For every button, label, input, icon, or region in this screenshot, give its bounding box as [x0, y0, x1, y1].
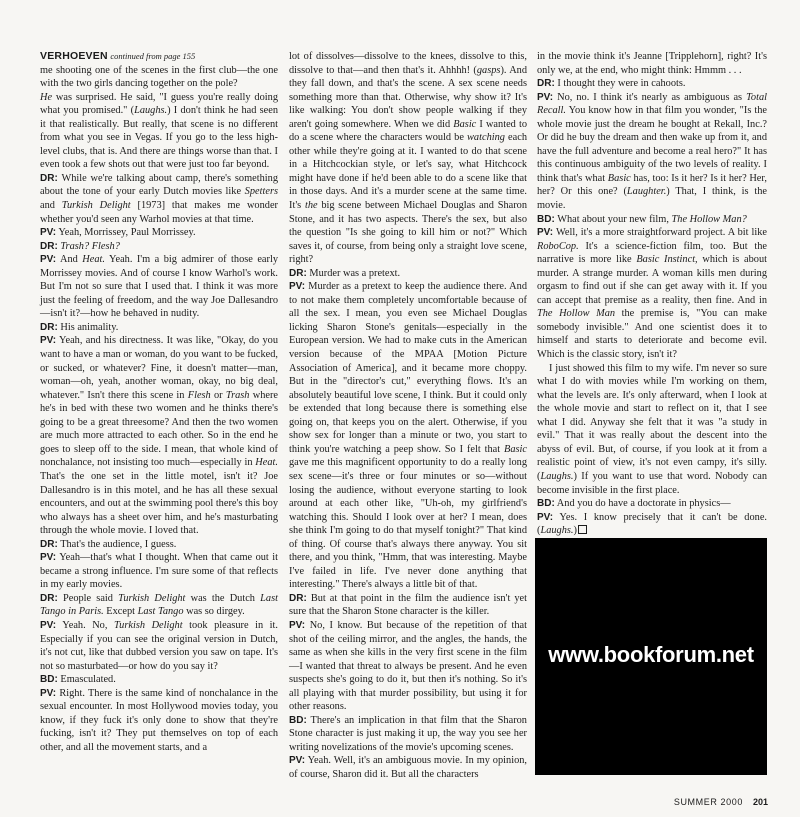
paragraph: DR: I thought they were in cahoots. [537, 78, 686, 90]
speaker-label: PV: [289, 281, 306, 293]
paragraph: PV: Yeah. Well, it's an ambiguous movie. In my opinion, of course, Sharon did it. But all the characters [289, 755, 527, 780]
speaker-label: BD: [40, 674, 58, 686]
speaker-label: DR: [289, 592, 307, 604]
paragraph: BD: And you do have a doctorate in physics— [537, 498, 731, 510]
continued-note: continued from page 155 [110, 51, 196, 61]
speaker-label: BD: [537, 498, 555, 510]
speaker-label: PV: [40, 619, 57, 631]
paragraph: BD: What about your new film, The Hollow Man? [537, 213, 747, 225]
paragraph: PV: Yeah, Morrissey, Paul Morrissey. [40, 227, 196, 239]
paragraph: lot of dissolves—dissolve to the knees, dissolve to this, dissolve to that—and then that's it. Ahhhh! (gasps). And they fall down, and that's the scene. A sex scene needs something more than that. Otherwise, why show it? It's like walking: You don't show people walking if they aren't going somewhere. When we did Basic I wanted to do a scene where the characters would be watching each other while they're going at it. I wanted to do that scene in a Hitchcockian style, or let's say, what Hitchcock might have done if he'd been able to do a scene like that in those days. And it's a murder scene at the same time. It's the big scene between Michael Douglas and Sharon Stone, and it has two aspects. There's the sex, but also the question "Is she going to kill him or not?" Which saves it, of course, from being only a straight love scene, right? [289, 51, 528, 266]
paragraph: PV: Well, it's a more straightforward project. A bit like RoboCop. It's a science-fiction film, too. But the narrative is more like Basic Instinct, which is about murder. A strange murder. A woman kills men during orgasm to find out if she can get away with it. If you can accept that premise as a reality, then fine. And in The Hollow Man the premise is, "You can make somebody invisible." And one scientist does it to himself and starts to deteriorate and become evil. Which is the classic story, isn't it? [537, 227, 767, 361]
bookforum-advertisement[interactable] [535, 538, 767, 775]
paragraph: I just showed this film to my wife. I'm never so sure what I do with movies while I'm working on them, what the levels are. It's only afterward, when I look at the whole movie and start to reflect on it, that I see what I did. Anyway she felt that it was "a study in evil." That it was really about the descent into the abyss of evil. But, of course, if you look at it from a realistic point of view, it's not even campy, it's silly. (Laughs.) If you want to use that word. Nobody can become invisible in the first place. [537, 362, 767, 496]
paragraph: DR: That's the audience, I guess. [40, 538, 177, 550]
paragraph: PV: No, no. I think it's nearly as ambiguous as Total Recall. You know how in that film you wonder, "Is the whole movie just the dream he bought at Rekall, Inc.? Or did he buy the dream and then wake up from it, and have the full adventure and become a real hero?" It has this continuous ambiguity of the two levels of reality. I think that's what Basic has, too: Is it her? Is it her? Her, her? Or this one? (Laughter.) That, I think, is the movie. [537, 91, 768, 212]
page-number: 201 [752, 797, 768, 807]
speaker-label: PV: [289, 755, 306, 767]
paragraph: DR: While we're talking about camp, there's something about the tone of your early Dutch movies like Spetters and Turkish Delight [1973] that makes me wonder whether you'd seen any Warhol movies at that time. [40, 172, 278, 225]
paragraph: DR: His animality. [40, 321, 119, 333]
paragraph: DR: Trash? Flesh? [40, 240, 120, 252]
paragraph: PV: Yeah. No, Turkish Delight took pleasure in it. Especially if you can see the original version in Dutch, it's not cut, like that dubbed version you saw on tape. It's not so masturbated—or how do you say it? [40, 619, 279, 672]
paragraph: me shooting one of the scenes in the first club—the one with the two girls dancing together on the pole? He was surprised. He said, "I guess you're really doing what you promised." (Laughs.) I don't think he had seen it that realistically. But really, that scene is no different from what you see in Vegas. If you go to the less high-level clubs, that is. And there are things worse than that. I even took a few shots out that were just too far beyond. [40, 64, 278, 171]
ad-url[interactable]: www.bookforum.net [548, 642, 754, 667]
speaker-label: DR: [40, 321, 58, 333]
paragraph: BD: There's an implication in that film that the Sharon Stone character is just making it up, the way you see her writing novelizations of the movie's upcoming scenes. [289, 714, 527, 753]
speaker-label: PV: [537, 91, 554, 103]
speaker-label: BD: [537, 213, 555, 225]
speaker-label: PV: [40, 335, 57, 347]
issue-label: SUMMER 2000 [673, 797, 743, 807]
text-column-3 [537, 50, 767, 538]
speaker-label: PV: [289, 619, 306, 631]
paragraph: PV: No, I know. But because of the repetition of that shot of the ceiling mirror, and the angles, the hands, the same as when she kills in the very first scene in the film—I wanted that threat to always be present. And he even suspects she's going to do it, but then it's nothing. So it's all playing with that murder possibility, but using it for other reasons. [289, 619, 527, 713]
speaker-label: PV: [537, 227, 554, 239]
speaker-label: DR: [537, 78, 555, 90]
speaker-label: PV: [40, 227, 57, 239]
paragraph: PV: And Heat. Yeah. I'm a big admirer of those early Morrissey movies. And of course I know Warhol's work. But I'm not so sure that I used that. I think it was more just the feeling of freedom, and the way Joe Dallesandro—isn't it?—how he behaved in nudity. [40, 254, 278, 320]
text-column-2 [289, 50, 527, 782]
paragraph: BD: Emasculated. [40, 674, 116, 686]
end-mark-icon [578, 525, 587, 534]
paragraph: PV: Yeah, and his directness. It was like, "Okay, do you want to have a man or woman, do you want to be fucked, or sucked, or whatever? Fine, it doesn't matter—man, woman—oh, yeah, another woman, okay, no big deal, whatever." Isn't there this scene in Flesh or Trash where he's in bed with these two women and he thinks there's going to be a great threesome? And then the two women are much more attracted to each other. So in the end he goes to sleep off to the side. I mean, that whole kind of nonchalance, not insisting too much—especially in Heat. That's the one set in the little motel, isn't it? Joe Dallesandro is in this motel, and he has all these sexual encounters, and out at the swimming pool there's this boy who always has a sheet over him, and he's masturbating through the whole movie. I loved that. [40, 335, 279, 537]
speaker-label: DR: [40, 172, 58, 184]
speaker-label: BD: [289, 714, 307, 726]
speaker-label: PV: [537, 511, 554, 523]
speaker-label: PV: [40, 687, 57, 699]
paragraph: DR: People said Turkish Delight was the Dutch Last Tango in Paris. Except Last Tango was so dirgey. [40, 592, 278, 618]
page-footer [560, 797, 768, 807]
paragraph: DR: But at that point in the film the audience isn't yet sure that the Sharon Stone character is the killer. [289, 592, 527, 618]
speaker-label: DR: [289, 267, 307, 279]
speaker-label: DR: [40, 240, 58, 252]
paragraph: in the movie think it's Jeanne [Tripplehorn], right? It's only we, at the end, who might think: Hmmm . . . [537, 51, 767, 76]
paragraph [40, 50, 278, 64]
speaker-label: PV: [40, 254, 57, 266]
text-column-1 [40, 50, 278, 754]
paragraph: PV: Right. There is the same kind of nonchalance in the sexual encounter. In most Hollywood movies today, you know, if they fuck it's only done to show that they're fucking, isn't it? They put themselves on top of each other, and all the movement starts, and a [40, 687, 278, 753]
paragraph: PV: Yeah—that's what I thought. When that came out it became a strong influence. I'm sure some of that reflects in my early movies. [40, 552, 279, 591]
paragraph: DR: Murder was a pretext. [289, 267, 401, 279]
paragraph: PV: Murder as a pretext to keep the audience there. And to not make them completely uncomfortable because of all the sex. I mean, you even see Michael Douglas licking Sharon Stone's genitals—especially in the European version. We had to make cuts in the American version because of the MPAA [Motion Picture Association of America], and it became more choppy. But in the "director's cut," everything flows. It's an absolutely beautiful love scene, I think. But it could only be extended that long because there is something else going on, that keeps you on the alert. Otherwise, if you show sex for longer than a minute or two, you start to think you're watching a peep show. So I felt that Basic gave me this magnificent opportunity to do a really long sex scene—it's three or four minutes or so—without losing the audience, without everyone starting to look around at each other like, "Uh-oh, my girlfriend's watching this. Should I look over at her? I mean, does she think I'm going to do that myself tonight?" That kind of thing. Of course that's always there anyway. You sit there, and you think, "Hmm, that was interesting. Maybe I've failed in life. I've never done anything that interesting." There's always a little bit of that. [289, 281, 527, 591]
running-head: VERHOEVEN [40, 50, 108, 62]
paragraph: PV: Yes. I know precisely that it can't be done. (Laughs.) [537, 511, 767, 537]
speaker-label: PV: [40, 552, 57, 564]
speaker-label: DR: [40, 538, 58, 550]
speaker-label: DR: [40, 592, 58, 604]
